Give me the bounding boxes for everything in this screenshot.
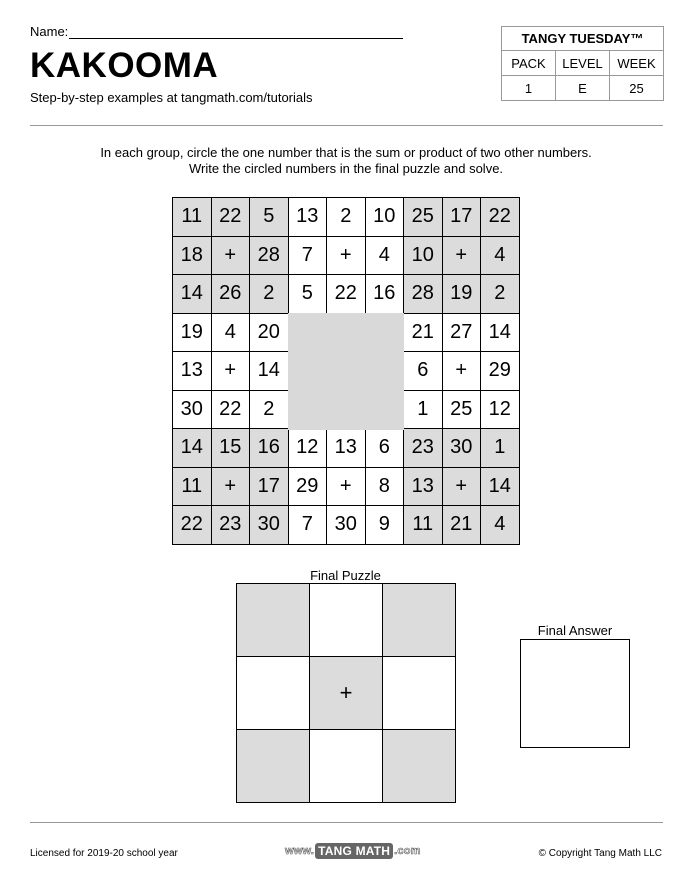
- puzzle-cell[interactable]: 13: [327, 429, 366, 468]
- puzzle-cell[interactable]: 22: [173, 506, 212, 545]
- puzzle-cell[interactable]: 11: [173, 198, 212, 237]
- final-puzzle-cell[interactable]: [383, 584, 456, 657]
- puzzle-cell[interactable]: 11: [173, 468, 212, 507]
- puzzle-cell[interactable]: 17: [250, 468, 289, 507]
- puzzle-cell[interactable]: 2: [327, 198, 366, 237]
- puzzle-cell[interactable]: 12: [481, 391, 520, 430]
- puzzle-cell[interactable]: 29: [481, 352, 520, 391]
- puzzle-cell[interactable]: 22: [212, 198, 251, 237]
- puzzle-cell[interactable]: 6: [366, 429, 405, 468]
- puzzle-cell[interactable]: +: [443, 468, 482, 507]
- final-puzzle-cell[interactable]: [237, 657, 310, 730]
- puzzle-cell[interactable]: +: [212, 468, 251, 507]
- puzzle-cell[interactable]: 13: [289, 198, 328, 237]
- puzzle-cell[interactable]: 18: [173, 237, 212, 276]
- puzzle-cell[interactable]: 14: [481, 468, 520, 507]
- puzzle-cell[interactable]: 5: [289, 275, 328, 314]
- instructions-line-1: In each group, circle the one number that is the sum or product of two other numbers.: [100, 145, 592, 160]
- puzzle-cell[interactable]: 2: [250, 391, 289, 430]
- final-puzzle-cell[interactable]: [237, 730, 310, 803]
- puzzle-cell[interactable]: 14: [481, 314, 520, 353]
- puzzle-cell[interactable]: 21: [404, 314, 443, 353]
- puzzle-cell[interactable]: 2: [250, 275, 289, 314]
- puzzle-cell[interactable]: +: [327, 468, 366, 507]
- puzzle-cell[interactable]: 22: [327, 275, 366, 314]
- final-answer-label: Final Answer: [537, 623, 613, 638]
- puzzle-cell[interactable]: 22: [481, 198, 520, 237]
- puzzle-cell[interactable]: 8: [366, 468, 405, 507]
- puzzle-cell[interactable]: 5: [250, 198, 289, 237]
- pack-header: PACK: [502, 51, 556, 76]
- puzzle-cell[interactable]: 15: [212, 429, 251, 468]
- logo-suffix: .com: [394, 845, 421, 857]
- puzzle-cell[interactable]: 20: [250, 314, 289, 353]
- puzzle-cell[interactable]: 4: [481, 506, 520, 545]
- puzzle-cell[interactable]: 12: [289, 429, 328, 468]
- puzzle-cell[interactable]: 10: [366, 198, 405, 237]
- puzzle-cell[interactable]: 6: [404, 352, 443, 391]
- puzzle-cell[interactable]: 29: [289, 468, 328, 507]
- puzzle-cell[interactable]: 28: [250, 237, 289, 276]
- puzzle-cell[interactable]: 28: [404, 275, 443, 314]
- top-divider: [30, 125, 663, 126]
- puzzle-cell[interactable]: 14: [250, 352, 289, 391]
- puzzle-cell[interactable]: 23: [404, 429, 443, 468]
- tang-math-logo[interactable]: [285, 843, 421, 859]
- name-label: Name:: [30, 24, 69, 39]
- final-puzzle-grid: [236, 583, 456, 803]
- puzzle-cell[interactable]: 1: [404, 391, 443, 430]
- puzzle-cell[interactable]: 13: [404, 468, 443, 507]
- puzzle-cell[interactable]: 23: [212, 506, 251, 545]
- puzzle-cell[interactable]: 22: [212, 391, 251, 430]
- final-puzzle-cell[interactable]: [237, 584, 310, 657]
- puzzle-cell[interactable]: 2: [481, 275, 520, 314]
- puzzle-cell[interactable]: 19: [443, 275, 482, 314]
- puzzle-cell[interactable]: +: [212, 237, 251, 276]
- puzzle-cell[interactable]: 14: [173, 275, 212, 314]
- puzzle-cell[interactable]: 13: [173, 352, 212, 391]
- puzzle-cell[interactable]: +: [443, 237, 482, 276]
- final-puzzle-cell[interactable]: [383, 730, 456, 803]
- logo-prefix: www.: [285, 845, 315, 857]
- puzzle-cell[interactable]: 14: [173, 429, 212, 468]
- final-puzzle-cell[interactable]: +: [310, 657, 383, 730]
- puzzle-cell[interactable]: 25: [404, 198, 443, 237]
- final-puzzle-cell[interactable]: [310, 730, 383, 803]
- puzzle-cell[interactable]: 27: [443, 314, 482, 353]
- puzzle-cell[interactable]: 4: [366, 237, 405, 276]
- puzzle-cell[interactable]: 4: [481, 237, 520, 276]
- level-value: E: [556, 76, 610, 101]
- final-puzzle-cell[interactable]: [383, 657, 456, 730]
- puzzle-cell[interactable]: 26: [212, 275, 251, 314]
- puzzle-cell[interactable]: 1: [481, 429, 520, 468]
- tangy-tuesday-title: TANGY TUESDAY™: [502, 27, 664, 51]
- week-header: WEEK: [610, 51, 664, 76]
- tutorial-subtitle: Step-by-step examples at tangmath.com/tutorials: [30, 90, 313, 105]
- license-text: Licensed for 2019-20 school year: [30, 848, 178, 859]
- tangy-tuesday-table: [501, 26, 664, 101]
- bottom-divider: [30, 822, 663, 823]
- puzzle-cell[interactable]: 30: [443, 429, 482, 468]
- puzzle-cell[interactable]: +: [212, 352, 251, 391]
- center-blank-block: [288, 313, 404, 430]
- week-value: 25: [610, 76, 664, 101]
- puzzle-cell[interactable]: 16: [366, 275, 405, 314]
- puzzle-cell[interactable]: 7: [289, 237, 328, 276]
- level-header: LEVEL: [556, 51, 610, 76]
- puzzle-cell[interactable]: 16: [250, 429, 289, 468]
- pack-value: 1: [502, 76, 556, 101]
- puzzle-cell[interactable]: +: [443, 352, 482, 391]
- name-field: [30, 24, 403, 39]
- puzzle-cell[interactable]: 19: [173, 314, 212, 353]
- puzzle-cell[interactable]: +: [327, 237, 366, 276]
- puzzle-cell[interactable]: 7: [289, 506, 328, 545]
- puzzle-cell[interactable]: 30: [250, 506, 289, 545]
- puzzle-cell[interactable]: 11: [404, 506, 443, 545]
- instructions: [0, 145, 692, 177]
- puzzle-cell[interactable]: 9: [366, 506, 405, 545]
- puzzle-cell[interactable]: 30: [327, 506, 366, 545]
- puzzle-cell[interactable]: 4: [212, 314, 251, 353]
- worksheet-title: KAKOOMA: [30, 46, 219, 85]
- puzzle-cell[interactable]: 17: [443, 198, 482, 237]
- puzzle-cell[interactable]: 10: [404, 237, 443, 276]
- instructions-line-2: Write the circled numbers in the final puzzle and solve.: [188, 161, 504, 176]
- puzzle-cell[interactable]: 21: [443, 506, 482, 545]
- puzzle-cell[interactable]: 30: [173, 391, 212, 430]
- logo-brand: TANG MATH: [315, 843, 393, 859]
- copyright-text: © Copyright Tang Math LLC: [538, 848, 662, 859]
- final-answer-box[interactable]: [520, 639, 630, 748]
- final-puzzle-cell[interactable]: [310, 584, 383, 657]
- final-puzzle-label: Final Puzzle: [310, 568, 381, 583]
- puzzle-cell[interactable]: 25: [443, 391, 482, 430]
- name-blank-line: [69, 25, 403, 39]
